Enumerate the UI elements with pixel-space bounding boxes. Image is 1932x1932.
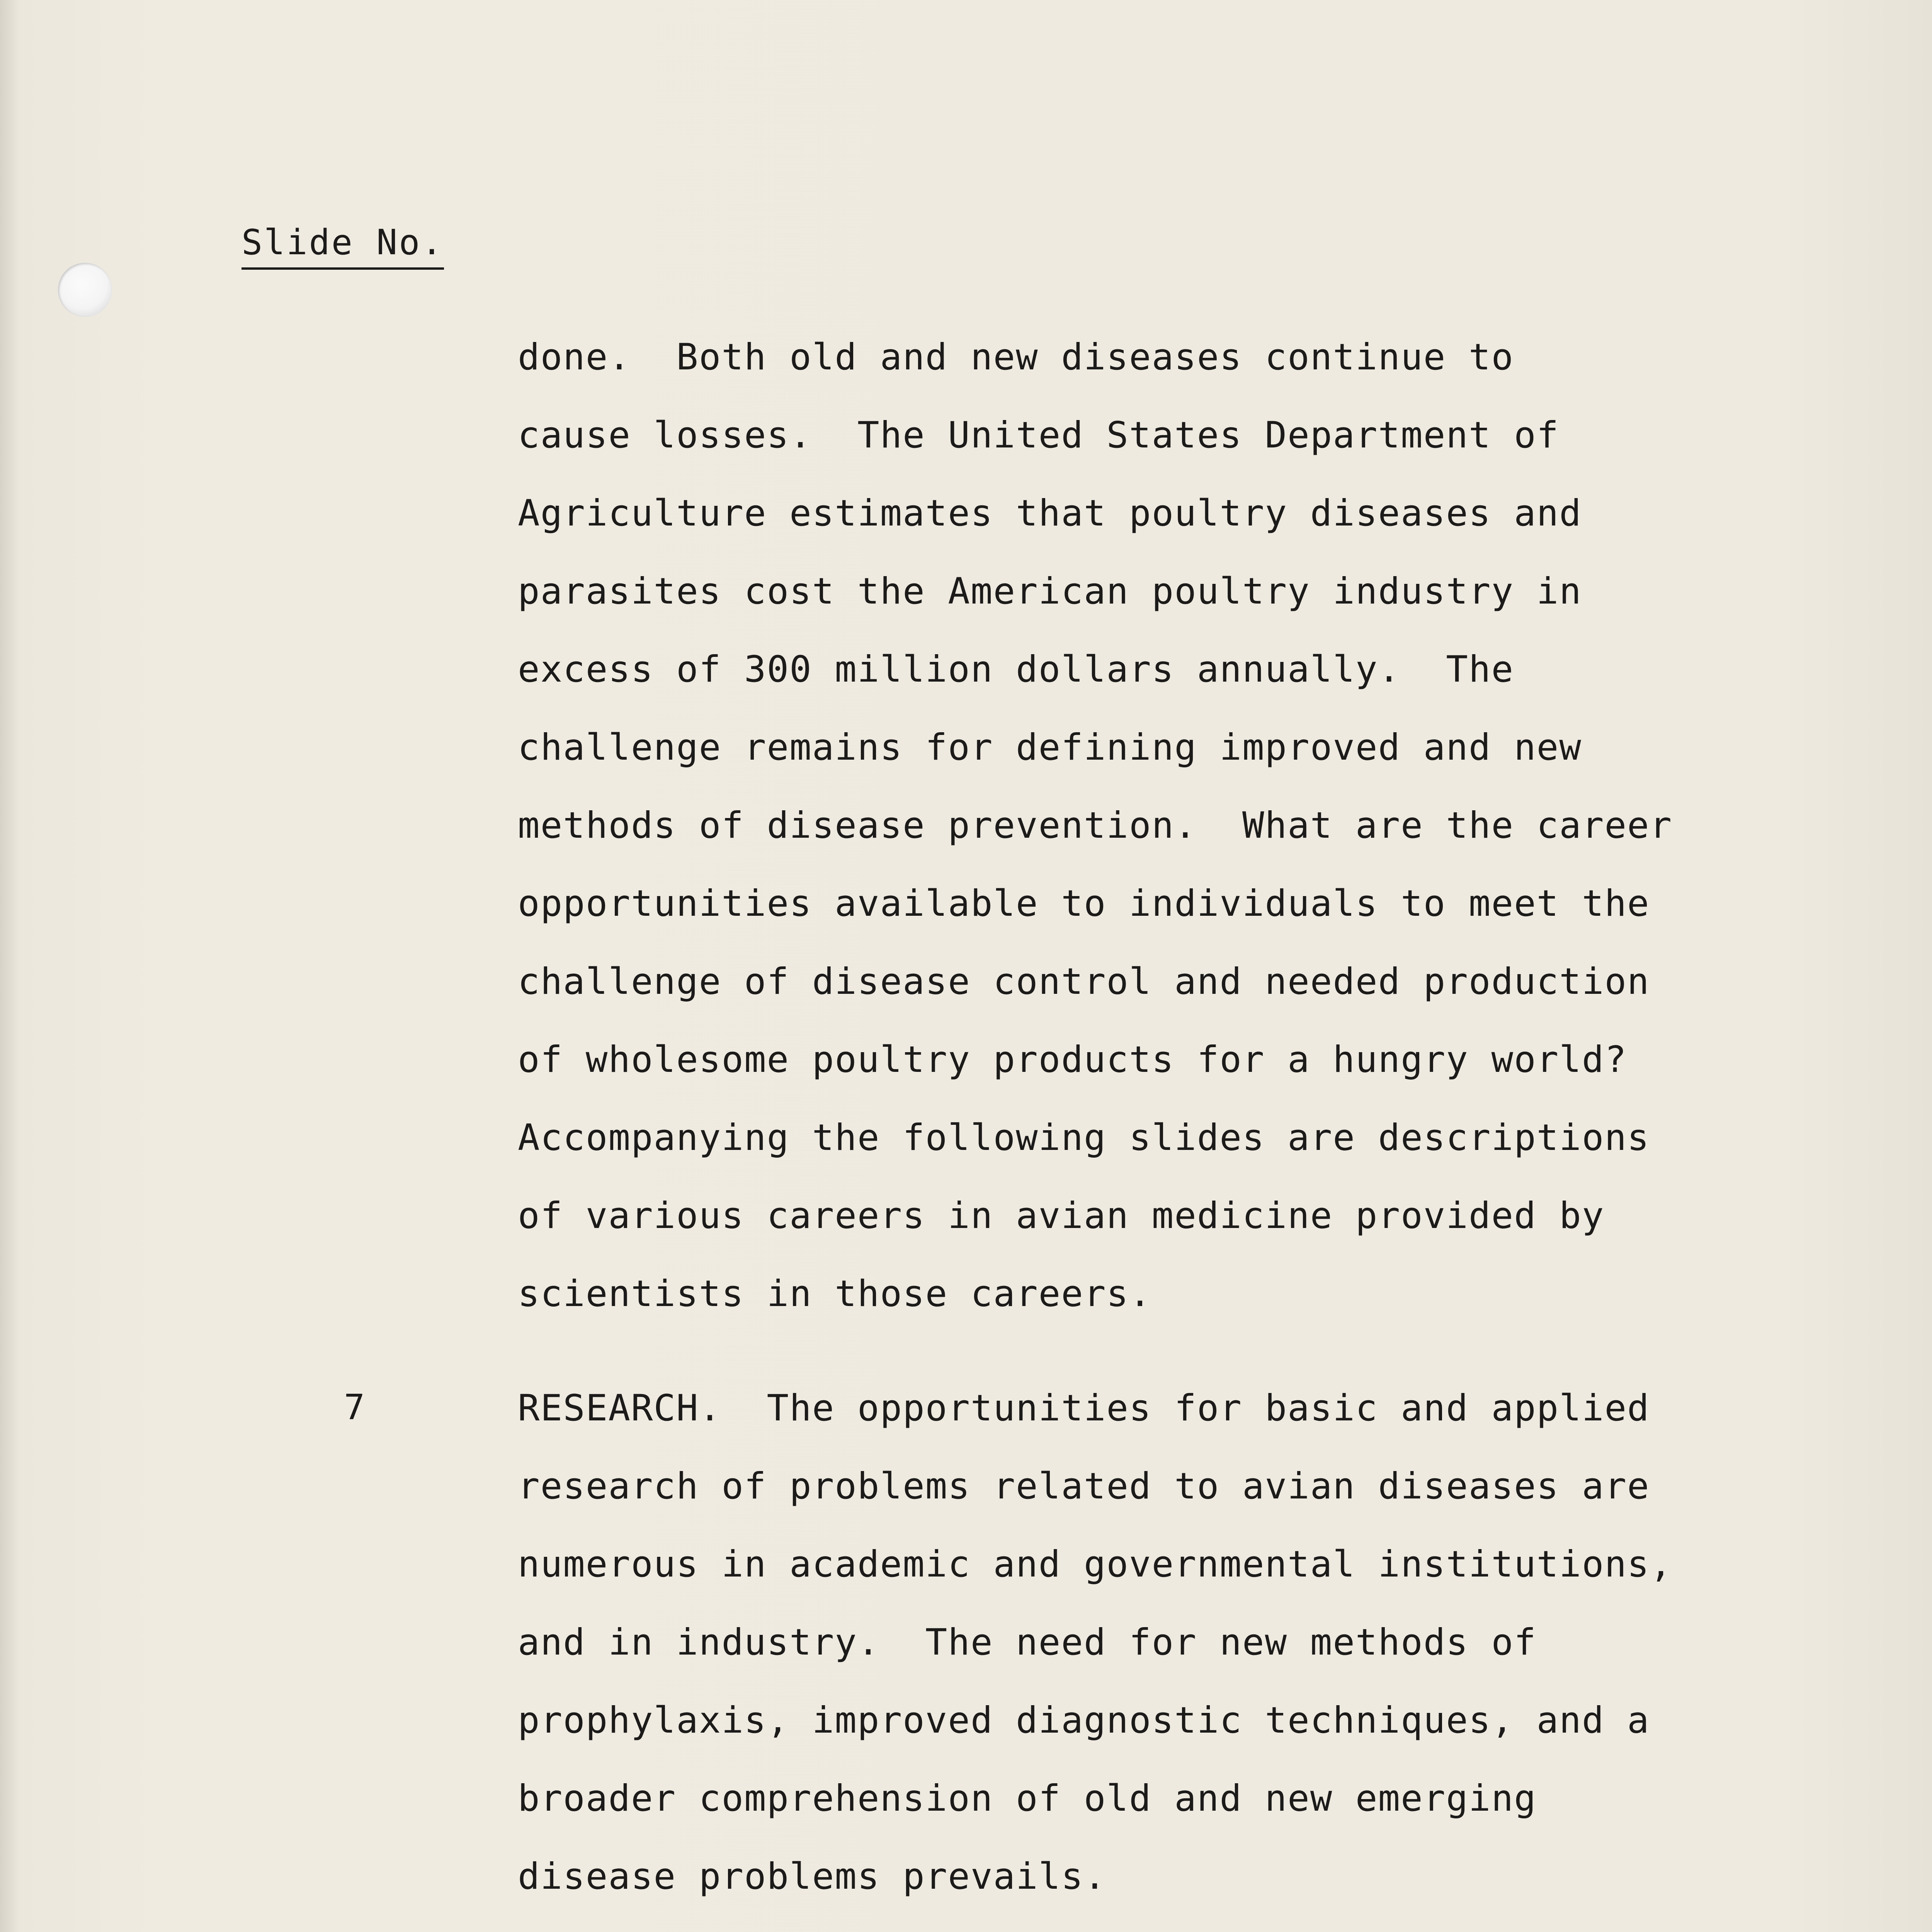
slide-number-7: 7	[344, 1387, 365, 1428]
text-line: challenge of disease control and needed production	[518, 961, 1650, 1003]
text-line: opportunities available to individuals to meet the	[518, 883, 1650, 925]
text-line: excess of 300 million dollars annually. The	[518, 648, 1514, 690]
text-line: parasites cost the American poultry industry in	[518, 570, 1582, 612]
text-line: done. Both old and new diseases continue to	[518, 336, 1514, 378]
text-line: Accompanying the following slides are descriptions	[518, 1117, 1650, 1159]
text-line: scientists in those careers.	[518, 1273, 1152, 1315]
text-line: broader comprehension of old and new emerging	[518, 1777, 1537, 1820]
punch-hole-top	[58, 263, 112, 317]
text-line: disease problems prevails.	[518, 1855, 1107, 1898]
text-line: research of problems related to avian diseases are	[518, 1465, 1650, 1507]
text-line: prophylaxis, improved diagnostic techniques, and a	[518, 1699, 1650, 1742]
text-line: numerous in academic and governmental institutions,	[518, 1543, 1673, 1585]
text-line: and in industry. The need for new methods of	[518, 1621, 1537, 1663]
text-line: of various careers in avian medicine provided by	[518, 1195, 1605, 1237]
text-line: RESEARCH. The opportunities for basic and applied	[518, 1387, 1650, 1429]
text-line: of wholesome poultry products for a hungry world?	[518, 1039, 1628, 1081]
slide-number-header: Slide No.	[242, 222, 444, 270]
text-line: methods of disease prevention. What are the career	[518, 804, 1673, 847]
text-line: challenge remains for defining improved and new	[518, 726, 1582, 769]
text-line: cause losses. The United States Department of	[518, 414, 1560, 456]
text-line: Agriculture estimates that poultry diseases and	[518, 492, 1582, 534]
